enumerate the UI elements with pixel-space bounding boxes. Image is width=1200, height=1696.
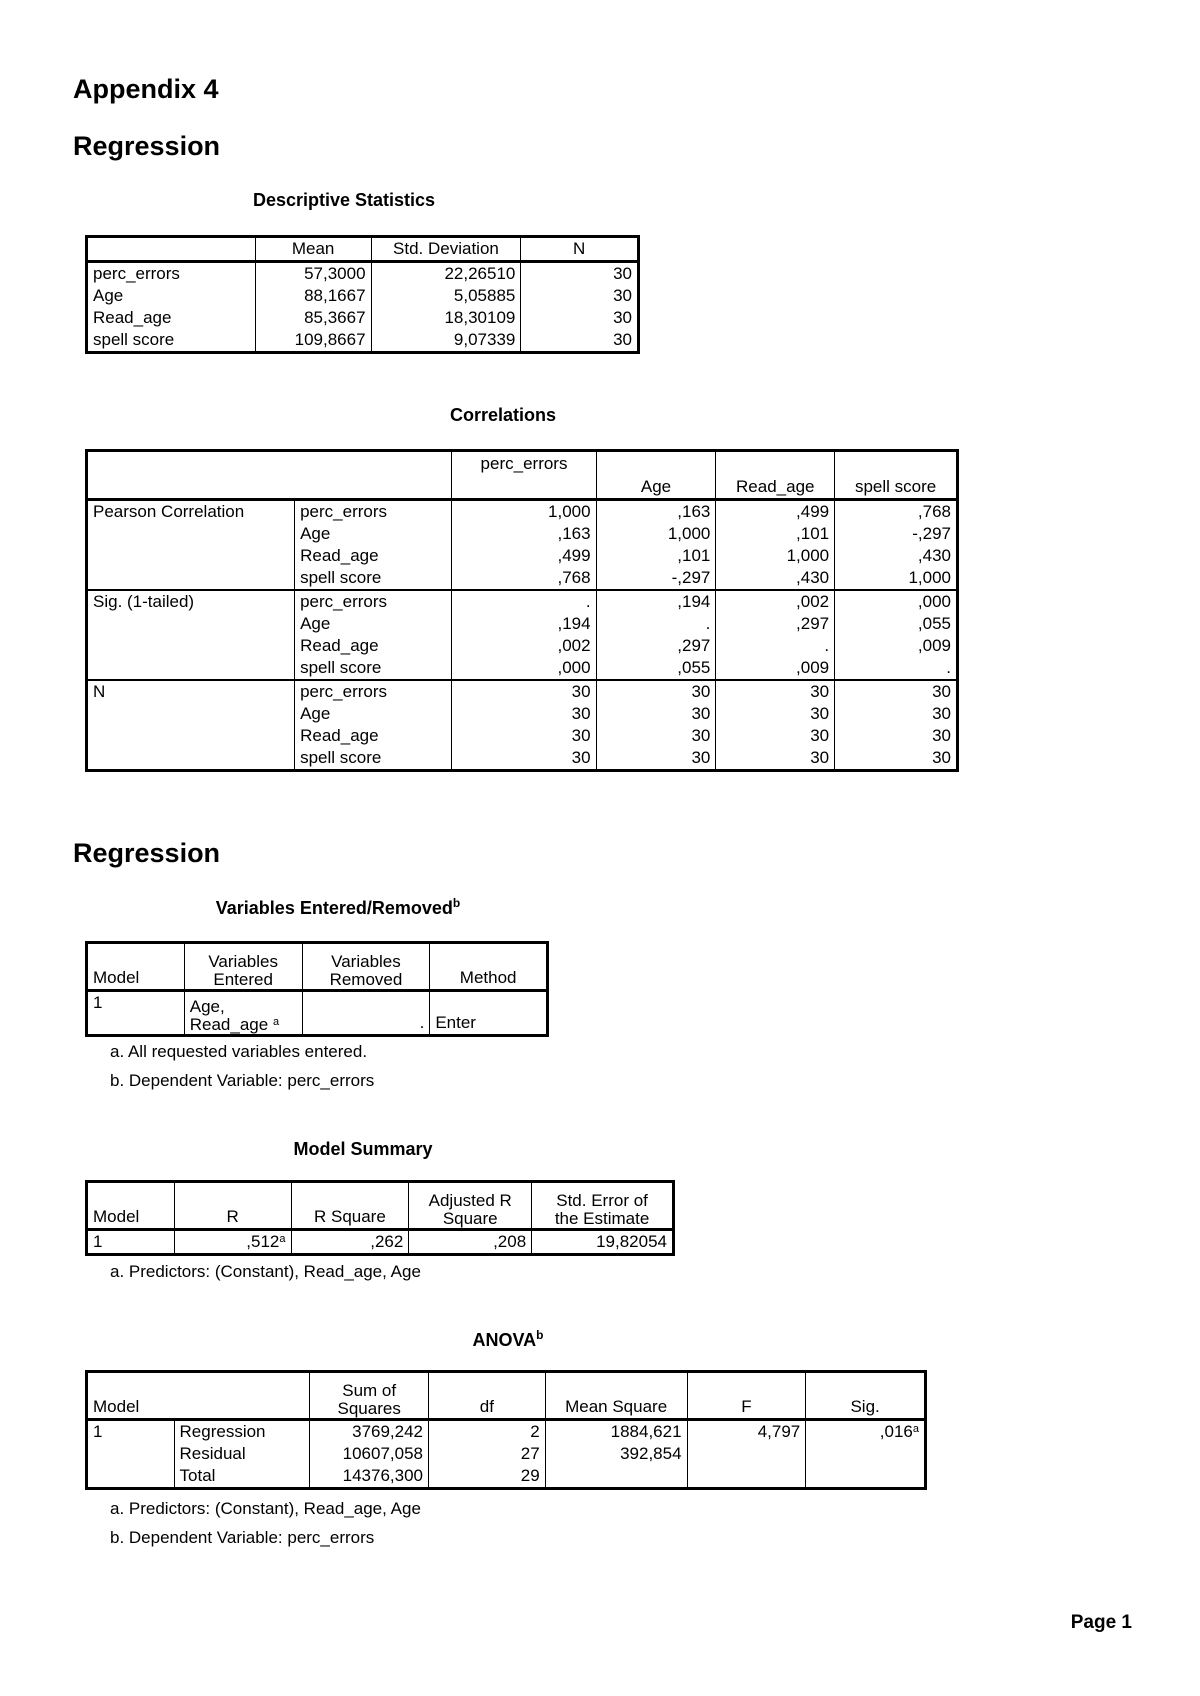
- cell: ,101: [716, 523, 835, 545]
- cell: ,002: [716, 590, 835, 613]
- table-row: [88, 329, 638, 352]
- cell: 3769,242: [310, 1420, 429, 1444]
- cell: 30: [596, 747, 716, 770]
- regression-heading-2: Regression: [73, 838, 221, 868]
- cell: ,002: [452, 635, 596, 657]
- row-label: spell score: [295, 747, 452, 770]
- cell: ,194: [596, 590, 716, 613]
- descriptive-title: Descriptive Statistics: [252, 190, 436, 210]
- cell-line: Age,: [189, 997, 225, 1016]
- row-label: Age: [295, 613, 452, 635]
- row-label: Age: [295, 703, 452, 725]
- table-row: [88, 1420, 925, 1444]
- cell: 88,1667: [255, 285, 371, 307]
- correlations-header: perc_errors: [452, 452, 596, 500]
- correlations-table: [87, 451, 957, 770]
- cell-value: ,016: [879, 1422, 913, 1441]
- group-label: Sig. (1-tailed): [88, 590, 295, 680]
- cell: ,163: [596, 500, 716, 524]
- cell: ,297: [716, 613, 835, 635]
- cell: 1,000: [596, 523, 716, 545]
- model-summary-header-rsq: R Square: [291, 1183, 409, 1230]
- cell: 14376,300: [310, 1465, 429, 1488]
- header-line: Sum of: [342, 1381, 397, 1400]
- anova-title-sup: b: [536, 1328, 544, 1342]
- table-row: [88, 1465, 925, 1488]
- footnote-marker: a: [279, 1233, 286, 1245]
- table-row: [88, 1443, 925, 1465]
- cell: 30: [835, 703, 957, 725]
- cell: 18,30109: [371, 307, 521, 329]
- variables-header-method: Method: [430, 944, 547, 991]
- descriptive-table: [87, 237, 638, 352]
- group-label: Pearson Correlation: [88, 500, 295, 591]
- descriptive-header: Std. Deviation: [371, 238, 521, 262]
- anova-header-ms: Mean Square: [545, 1373, 687, 1420]
- footnote-marker: a: [912, 1423, 919, 1435]
- cell: 30: [521, 285, 638, 307]
- row-label: Age: [88, 285, 256, 307]
- cell: 30: [521, 262, 638, 286]
- cell: 1,000: [716, 545, 835, 567]
- variables-table: [87, 943, 547, 1035]
- cell: .: [452, 590, 596, 613]
- row-label: spell score: [295, 657, 452, 680]
- cell: 30: [835, 747, 957, 770]
- cell-line: Read_age: [189, 1015, 269, 1034]
- variables-title-sup: b: [452, 896, 461, 910]
- cell: [806, 1420, 925, 1444]
- model-summary-header-se: [532, 1183, 673, 1230]
- row-label: spell score: [88, 329, 256, 352]
- header-line: Variables: [331, 952, 401, 971]
- row-label: perc_errors: [295, 590, 452, 613]
- variables-footnote-b: b. Dependent Variable: perc_errors: [110, 1071, 375, 1090]
- anova-title-text: ANOVA: [472, 1330, 537, 1350]
- model-summary-header-model: Model: [88, 1183, 175, 1230]
- anova-header-df: df: [429, 1373, 546, 1420]
- cell: 30: [452, 703, 596, 725]
- cell: 1,000: [452, 500, 596, 524]
- cell: 5,05885: [371, 285, 521, 307]
- row-label: Read_age: [295, 725, 452, 747]
- cell: 30: [521, 329, 638, 352]
- cell: 1: [88, 991, 185, 1035]
- cell: 30: [596, 703, 716, 725]
- anova-footnote-a: a. Predictors: (Constant), Read_age, Age: [110, 1499, 421, 1518]
- header-line: Variables: [208, 952, 278, 971]
- cell: ,297: [596, 635, 716, 657]
- cell: ,208: [409, 1230, 532, 1254]
- cell: Enter: [430, 991, 547, 1035]
- cell: ,262: [291, 1230, 409, 1254]
- cell: .: [596, 613, 716, 635]
- cell: 30: [596, 680, 716, 703]
- row-label: Read_age: [295, 635, 452, 657]
- variables-header-entered: [184, 944, 302, 991]
- row-label: Read_age: [295, 545, 452, 567]
- cell: ,430: [716, 567, 835, 590]
- cell: 30: [452, 747, 596, 770]
- header-line: Adjusted R: [428, 1191, 512, 1210]
- cell: 1,000: [835, 567, 957, 590]
- correlations-header-blank: [88, 452, 452, 500]
- cell: 57,3000: [255, 262, 371, 286]
- anova-footnote-b: b. Dependent Variable: perc_errors: [110, 1528, 375, 1547]
- cell: 30: [521, 307, 638, 329]
- descriptive-header: Mean: [255, 238, 371, 262]
- row-label: Read_age: [88, 307, 256, 329]
- header-line: Std. Error of: [556, 1191, 648, 1210]
- header-line: Entered: [213, 970, 273, 989]
- anova-title: [88, 1328, 928, 1351]
- footnote-marker: a: [272, 1016, 280, 1028]
- row-label: Residual: [174, 1443, 310, 1465]
- cell: ,055: [835, 613, 957, 635]
- cell: ,009: [835, 635, 957, 657]
- row-label: perc_errors: [88, 262, 256, 286]
- header-line: Removed: [329, 970, 403, 989]
- anova-table: [87, 1372, 925, 1488]
- cell: ,009: [716, 657, 835, 680]
- cell: ,000: [835, 590, 957, 613]
- correlations-header: spell score: [835, 452, 957, 500]
- cell-value: ,512: [246, 1232, 280, 1251]
- cell: 10607,058: [310, 1443, 429, 1465]
- cell: 30: [452, 680, 596, 703]
- variables-title-text: Variables Entered/Removed: [215, 898, 453, 918]
- anova-header-model: Model: [88, 1373, 310, 1420]
- row-label: spell score: [295, 567, 452, 590]
- cell: .: [835, 657, 957, 680]
- header-line: the Estimate: [554, 1209, 650, 1228]
- cell: ,055: [596, 657, 716, 680]
- cell: 27: [429, 1443, 546, 1465]
- cell: .: [302, 991, 430, 1035]
- anova-model: 1: [88, 1420, 175, 1488]
- cell: 30: [835, 680, 957, 703]
- cell: [806, 1443, 925, 1465]
- cell: 1884,621: [545, 1420, 687, 1444]
- correlations-header: Age: [596, 452, 716, 500]
- cell: -,297: [596, 567, 716, 590]
- group-label: N: [88, 680, 295, 770]
- row-label: perc_errors: [295, 500, 452, 524]
- cell: 109,8667: [255, 329, 371, 352]
- cell: ,768: [835, 500, 957, 524]
- appendix-heading: Appendix 4: [73, 74, 219, 104]
- table-row: [88, 991, 547, 1035]
- variables-footnote-a: a. All requested variables entered.: [110, 1042, 368, 1061]
- cell: [687, 1465, 806, 1488]
- header-line: Squares: [337, 1399, 401, 1418]
- correlations-title: Correlations: [449, 405, 557, 425]
- cell: 30: [716, 747, 835, 770]
- cell: 19,82054: [532, 1230, 673, 1254]
- cell: .: [716, 635, 835, 657]
- table-row: [88, 500, 957, 524]
- cell: ,499: [716, 500, 835, 524]
- table-row: [88, 307, 638, 329]
- cell: 30: [596, 725, 716, 747]
- cell: ,768: [452, 567, 596, 590]
- table-row: [88, 590, 957, 613]
- model-summary-title: Model Summary: [293, 1139, 433, 1159]
- anova-header-sig: Sig.: [806, 1373, 925, 1420]
- cell: 22,26510: [371, 262, 521, 286]
- cell: ,430: [835, 545, 957, 567]
- model-summary-header-adj: [409, 1183, 532, 1230]
- cell: 9,07339: [371, 329, 521, 352]
- anova-header-f: F: [687, 1373, 806, 1420]
- table-row: [88, 680, 957, 703]
- cell: ,000: [452, 657, 596, 680]
- model-summary-footnote-a: a. Predictors: (Constant), Read_age, Age: [110, 1262, 421, 1281]
- table-row: [88, 262, 638, 286]
- cell: ,499: [452, 545, 596, 567]
- page-number: Page 1: [1070, 1612, 1132, 1633]
- row-label: Total: [174, 1465, 310, 1488]
- regression-heading-1: Regression: [73, 131, 221, 161]
- anova-header-ss: [310, 1373, 429, 1420]
- variables-title: [88, 896, 588, 919]
- cell: 29: [429, 1465, 546, 1488]
- row-label: Age: [295, 523, 452, 545]
- cell: 30: [835, 725, 957, 747]
- row-label: Regression: [174, 1420, 310, 1444]
- cell: ,163: [452, 523, 596, 545]
- model-summary-table: [87, 1182, 673, 1254]
- variables-header-model: Model: [88, 944, 185, 991]
- cell: [687, 1443, 806, 1465]
- cell: -,297: [835, 523, 957, 545]
- cell: [545, 1465, 687, 1488]
- variables-header-removed: [302, 944, 430, 991]
- cell: ,101: [596, 545, 716, 567]
- cell: 85,3667: [255, 307, 371, 329]
- cell: [174, 1230, 291, 1254]
- cell: 30: [452, 725, 596, 747]
- cell: 30: [716, 703, 835, 725]
- cell: 392,854: [545, 1443, 687, 1465]
- table-row: [88, 285, 638, 307]
- header-line: Square: [442, 1209, 498, 1228]
- cell: 4,797: [687, 1420, 806, 1444]
- cell: 1: [88, 1230, 175, 1254]
- descriptive-header-blank: [88, 238, 256, 262]
- cell: 30: [716, 680, 835, 703]
- correlations-header: Read_age: [716, 452, 835, 500]
- cell: 2: [429, 1420, 546, 1444]
- cell: [806, 1465, 925, 1488]
- descriptive-header: N: [521, 238, 638, 262]
- cell: ,194: [452, 613, 596, 635]
- model-summary-header-r: R: [174, 1183, 291, 1230]
- cell: [184, 991, 302, 1035]
- cell: 30: [716, 725, 835, 747]
- table-row: [88, 1230, 673, 1254]
- row-label: perc_errors: [295, 680, 452, 703]
